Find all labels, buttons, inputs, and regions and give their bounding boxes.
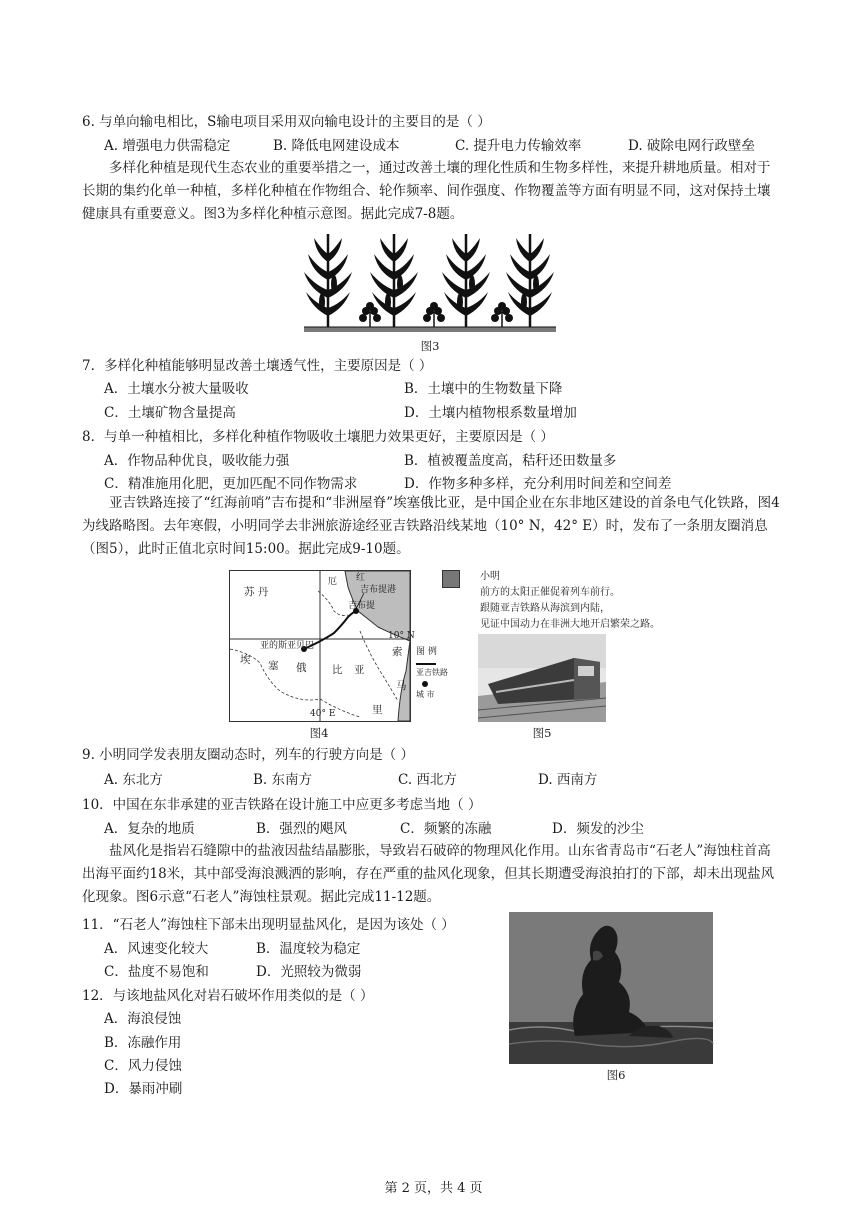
q9-stem: 9. 小明同学发表朋友圈动态时，列车的行驶方向是（ ）	[82, 747, 414, 763]
map-label-eritrea: 厄	[328, 577, 338, 587]
train-photo	[478, 634, 606, 722]
q7-option-a: A．土壤水分被大量吸收	[104, 381, 249, 397]
q8-option-b: B．植被覆盖度高，秸秆还田数量多	[404, 453, 617, 469]
q9-option-b: B. 东南方	[253, 772, 313, 788]
map-label-somalia2: 马	[396, 680, 407, 692]
q12-option-a: A．海浪侵蚀	[104, 1011, 182, 1027]
avatar	[442, 570, 460, 588]
q6-option-b: B. 降低电网建设成本	[273, 138, 400, 154]
post-line-3: 见证中国动力在非洲大地开启繁荣之路。	[480, 619, 660, 630]
q11-option-a: A．风速变化较大	[104, 941, 209, 957]
intro-9-10: 亚吉铁路连接了“红海前哨”吉布提和“非洲屋脊”埃塞俄比亚，是中国企业在东非地区建设的首条电气化铁路，图4为线路略图。去年寒假，小明同学去非洲旅游途经亚吉铁路沿线某地（10° N，42° E）时，发布了一条朋友圈消息（图5），此时正值北京时间15:00。据此完成9-10题。	[82, 495, 780, 557]
post-line-2: 跟随亚吉铁路从海滨到内陆，	[480, 603, 610, 614]
map-label-sudan: 苏 丹	[244, 586, 269, 598]
map-label-lat10: 10° N	[388, 631, 415, 641]
q7-stem: 7．多样化种植能够明显改善土壤透气性，主要原因是（ ）	[82, 358, 433, 374]
map-label-eth2: 塞	[268, 660, 279, 672]
q12-stem: 12．与该地盐风化对岩石破坏作用类似的是（ ）	[82, 988, 374, 1004]
figure-4-map	[229, 570, 448, 722]
q7-option-c: C．土壤矿物含量提高	[104, 405, 236, 421]
figure-3-caption: 图3	[420, 339, 440, 353]
figure-5-caption: 图5	[532, 726, 552, 740]
map-legend-city: 城 市	[416, 690, 435, 699]
q12-option-c: C．风力侵蚀	[104, 1058, 182, 1074]
q11-option-b: B．温度较为稳定	[256, 941, 361, 957]
post-user: 小明	[480, 571, 500, 582]
figure-3-planting-diagram	[300, 228, 560, 338]
map-label-djibouti-port: 吉布提港	[360, 585, 397, 595]
q7-option-d: D．土壤内植物根系数量增加	[404, 405, 577, 421]
q6-stem: 6. 与单向输电相比，S输电项目采用双向输电设计的主要目的是（ ）	[82, 114, 491, 130]
q7-option-b: B．土壤中的生物数量下降	[404, 381, 563, 397]
legend-rail-symbol	[416, 663, 436, 665]
q10-stem: 10．中国在东非承建的亚吉铁路在设计施工中应更多考虑当地（ ）	[82, 797, 482, 813]
q12-option-b: B．冻融作用	[104, 1035, 182, 1051]
map-label-eth5: 亚	[354, 664, 365, 676]
q11-option-d: D．光照较为微弱	[256, 964, 362, 980]
map-label-djibouti: 吉布提	[348, 601, 376, 611]
q6-option-a: A. 增强电力供需稳定	[104, 138, 231, 154]
q11-stem: 11．“石老人”海蚀柱下部未出现明显盐风化，是因为该处（ ）	[82, 917, 455, 933]
q10-option-a: A．复杂的地质	[104, 821, 195, 837]
q8-stem: 8．与单一种植相比，多样化种植作物吸收土壤肥力效果更好，主要原因是（ ）	[82, 429, 554, 445]
figure-6-caption: 图6	[606, 1068, 626, 1082]
map-label-somalia1: 索	[392, 646, 403, 658]
q9-option-c: C. 西北方	[398, 772, 457, 788]
map-label-eth1: 埃	[240, 654, 251, 666]
post-line-1: 前方的太阳正催促着列车前行。	[480, 587, 620, 598]
legend-city-symbol	[422, 681, 428, 687]
map-label-somalia3: 里	[372, 704, 383, 716]
q9-option-a: A. 东北方	[104, 772, 163, 788]
map-label-eth4: 比	[332, 664, 343, 676]
map-label-lon40: 40° E	[310, 709, 336, 719]
map-legend-rail: 亚吉铁路	[416, 668, 448, 677]
q11-option-c: C．盐度不易饱和	[104, 964, 209, 980]
q6-option-d: D. 破除电网行政壁垒	[628, 138, 755, 154]
q10-option-b: B．强烈的飓风	[256, 821, 347, 837]
sea-stack-photo	[509, 912, 713, 1064]
map-label-redsea: 红	[356, 573, 366, 583]
q8-option-c: C．精准施用化肥，更加匹配不同作物需求	[104, 476, 358, 492]
q9-option-d: D. 西南方	[538, 772, 598, 788]
q10-option-d: D．频发的沙尘	[552, 821, 644, 837]
page-footer: 第 2 页，共 4 页	[384, 1181, 483, 1196]
q8-option-d: D．作物多种多样，充分利用时间差和空间差	[404, 476, 672, 492]
q12-option-d: D．暴雨冲刷	[104, 1081, 183, 1097]
map-label-eth3: 俄	[296, 662, 307, 674]
figure-4-caption: 图4	[309, 726, 329, 740]
map-legend-title: 图 例	[416, 647, 437, 657]
map-label-addis: 亚的斯亚贝巴	[260, 641, 315, 651]
intro-7-8: 多样化种植是现代生态农业的重要举措之一，通过改善土壤的理化性质和生物多样性，来提升耕地质量。相对于长期的集约化单一种植，多样化种植在作物组合、轮作频率、间作强度、作物覆盖等方面有明显不同，这对保持土壤健康具有重要意义。图3为多样化种植示意图。据此完成7-8题。	[82, 160, 771, 222]
intro-11-12: 盐风化是指岩石缝隙中的盐液因盐结晶膨胀，导致岩石破碎的物理风化作用。山东省青岛市“石老人”海蚀柱首高出海平面约18米，其中部受海浪溅洒的影响，存在严重的盐风化现象，但其长期遭受海浪拍打的下部，却未出现盐风化现象。图6示意“石老人”海蚀柱景观。据此完成11-12题。	[82, 843, 775, 905]
q10-option-c: C．频繁的冻融	[400, 821, 492, 837]
q6-option-c: C. 提升电力传输效率	[455, 138, 582, 154]
q8-option-a: A．作物品种优良，吸收能力强	[104, 453, 290, 469]
